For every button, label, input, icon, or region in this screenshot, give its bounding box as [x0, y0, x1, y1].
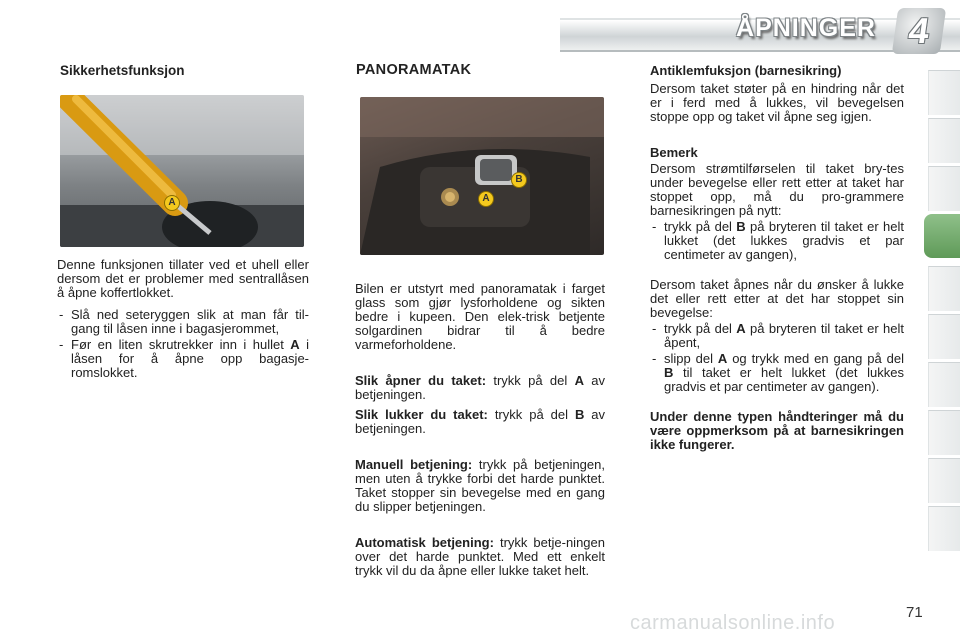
label-a-badge: A: [164, 195, 180, 211]
chapter-tab[interactable]: [928, 266, 960, 311]
trunk-lock-photo: [60, 95, 304, 247]
chapter-tab[interactable]: [928, 506, 960, 551]
chapter-tab[interactable]: [928, 166, 960, 211]
automatic-operation: Automatisk betjening: trykk betje-ningen over det harde punktet. Med ett enkelt trykk vil du da åpne eller lukke taket helt.: [355, 535, 605, 578]
label-b-badge: B: [511, 172, 527, 188]
roof-control-illustration: [360, 97, 604, 255]
chapter-tab[interactable]: [928, 410, 960, 455]
note-steps: [650, 220, 904, 262]
chapter-number: 4: [892, 8, 946, 54]
panorama-text: [355, 282, 605, 586]
security-steps: [57, 308, 309, 380]
section-heading-security: Sikkerhetsfunksjon: [60, 63, 185, 78]
list-item: - slipp del A og trykk med en gang på del B til taket er helt lukket (det lukkes gradvis et par centimeter av gangen).: [650, 352, 904, 394]
reopen-steps: [650, 322, 904, 394]
watermark: carmanualsonline.info: [630, 612, 836, 634]
warning-text: Under denne typen håndteringer må du være oppmerksom på at barnesikringen ikke fungerer.: [650, 409, 904, 452]
note-text: Dersom strømtilførselen til taket bry-tes under bevegelse eller rett etter at taket har stoppet opp, må du pro-grammere barnesikringen på nytt:: [650, 161, 904, 218]
section-heading-panorama: PANORAMATAK: [356, 62, 472, 78]
open-instruction: Slik åpner du taket: trykk på del A av betjeningen.: [355, 373, 606, 402]
list-item: - trykk på del B på bryteren til taket er helt lukket (det lukkes gradvis et par centimeter av gangen),: [650, 220, 904, 262]
reopen-text: Dersom taket åpnes når du ønsker å lukke det eller rett etter at det har stoppet sin bevegelse:: [650, 277, 904, 320]
security-text: [57, 258, 309, 388]
label-a-badge: A: [478, 191, 494, 207]
chapter-tab[interactable]: [928, 118, 960, 163]
chapter-tab[interactable]: [928, 70, 960, 115]
note-heading: Bemerk: [650, 145, 698, 160]
list-item: - trykk på del A på bryteren til taket er helt åpent,: [650, 322, 904, 350]
chapter-tabs: [928, 70, 960, 580]
antipinch-heading: Antiklemfuksjon (barnesikring): [650, 63, 842, 78]
list-item: - Slå ned seteryggen slik at man får til-gang til låsen inne i bagasjerommet,: [57, 308, 309, 336]
chapter-tab[interactable]: [928, 314, 960, 359]
close-instruction: Slik lukker du taket: trykk på del B av betjeningen.: [355, 407, 606, 436]
security-intro: Denne funksjonen tillater ved et uhell eller dersom det er problemer med sentrallåsen å åpne koffertlokket.: [57, 257, 309, 300]
manual-operation: Manuell betjening: trykk på betjeningen, men uten å trykke forbi det harde punktet. Taket stopper sin bevegelse med en gang du slipper betjeningen.: [355, 457, 605, 514]
chapter-tab-active[interactable]: [924, 214, 960, 258]
page-number: 71: [906, 604, 923, 621]
chapter-tab[interactable]: [928, 458, 960, 503]
page-title: ÅPNINGER: [736, 14, 876, 42]
trunk-lock-illustration: [60, 95, 304, 247]
roof-control-photo: [360, 97, 604, 255]
chapter-tab[interactable]: [928, 362, 960, 407]
panorama-intro: Bilen er utstyrt med panoramatak i farget glass som gjør lysforholdene og sikten bedre i kupeen. Den elek-trisk betjente solgardinen bidrar til å bedre varmeforholdene.: [355, 281, 605, 352]
list-item: - Før en liten skrutrekker inn i hullet A i låsen for å åpne opp bagasje-romslokket.: [57, 338, 309, 380]
antipinch-text: [650, 64, 904, 460]
antipinch-description: Dersom taket støter på en hindring når det er i ferd med å lukkes, vil bevegelsen stoppe opp og taket vil åpne seg igjen.: [650, 81, 904, 124]
